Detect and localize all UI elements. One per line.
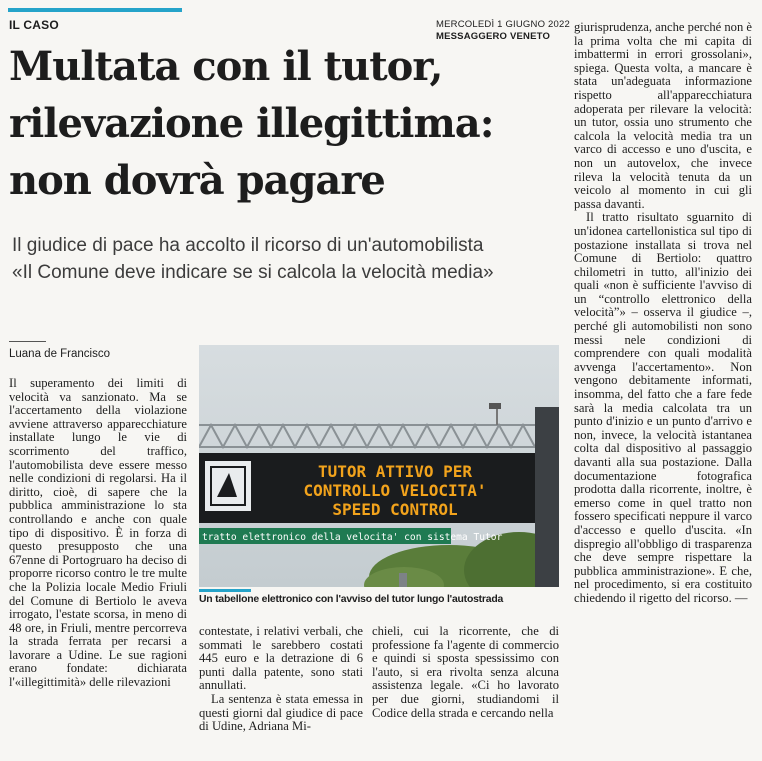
- paragraph: Il tratto risultato sguarnito di un'idonea cartellonistica sul tipo di postazione installata si trova nel Comune di Bertiolo: quattro chilometri in tutto, all'inizio dei quali «non è sufficiente l'avviso di un “controllo elettronico della velocità”» – osserva il giudice –, perché gli automobilisti non sono messi nele condizioni di comprendere con quali modalità avvenga l'accertamento». Non vengono debitamente informati, insomma, del fatto che a fare fede sarà la media calcolata tra un punto d'inizio e un punto d'arrivo e non, invece, la velocità istantanea colta dal dispositivo al passaggio davanti alla sua postazione. Dalla documentazione fotografica prodotta dalla ricorrente, inoltre, è emerso come in quel tratto non fossero specificati neppure il varco d'accesso e quello d'uscita. «In dispregio all'obbligo di trasparenza che deve sempre rispettare la pubblica amministrazione». E che, nel procedimento, si era costituito chiedendo il rigetto del ricorso. —: [574, 210, 752, 605]
- highway-sign-illustration: [199, 345, 559, 587]
- byline-rule: [9, 341, 46, 342]
- article-column-1: [9, 377, 187, 690]
- article-column-4: [574, 21, 752, 606]
- section-accent-bar: [8, 8, 182, 12]
- photo-caption: Un tabellone elettronico con l'avviso del tutor lungo l'autostrada: [199, 594, 504, 605]
- caption-accent: [199, 589, 251, 592]
- paragraph: chieli, cui la ricorrente, che di professione fa l'agente di commercio e quindi si sposta spessissimo con l'auto, si era rivolta senza alcuna assistenza legale. «Ci ho lavorato per due giorni, studiandomi il Codice della strada e cercando nella: [372, 624, 559, 720]
- article-photo: [199, 345, 559, 587]
- gantry-pillar: [535, 407, 559, 587]
- subhead-line-1: Il giudice di pace ha accolto il ricorso di un'automobilista: [12, 235, 484, 256]
- paragraph: contestate, i relativi verbali, che sommati le sarebbero costati 445 euro e la detrazione di 6 punti dalla patente, sono stati annullati.: [199, 624, 363, 693]
- article-subheadline: [12, 232, 572, 286]
- author-byline: Luana de Francisco: [9, 348, 111, 360]
- subhead-line-2: «Il Comune deve indicare se si calcola la velocità media»: [12, 262, 494, 283]
- paragraph: Il superamento dei limiti di velocità va sanzionato. Ma se l'accertamento della violazione avviene attraverso apparecchiature installate lungo le vie di scorrimento del traffico, l'automobilista deve essere messo nelle condizioni di regolarsi. Ha il diritto, cioè, di sapere che la pubblica amministrazione lo sta controllando e anche con quale tipo di dispositivo. È in forza di questo presupposto che una 67enne di Portogruaro ha deciso di proporre ricorso contro le tre multe che la Polizia locale Medio Friuli del Comune di Bertiolo le aveva irrogato, l'estate scorsa, in meno di 48 ore, in Friuli, mentre percorreva la strada ferrata per recarsi a lavorare a Udine. Le sue ragioni erano fondate: dichiarata l'«illegittimità» delle rilevazioni: [9, 376, 187, 690]
- led-text-line-1: TUTOR ATTIVO PER: [317, 462, 473, 481]
- banner-text: tratto elettronico della velocita' con sistema Tutor: [202, 532, 503, 543]
- headline-line-2: rilevazione illegittima:: [9, 100, 494, 147]
- paragraph: La sentenza è stata emessa in questi giorni dal giudice di pace di Udine, Adriana Mi-: [199, 691, 363, 734]
- led-text-line-3: SPEED CONTROL: [332, 500, 458, 519]
- article-headline: [9, 38, 569, 209]
- camera-icon: [489, 403, 501, 409]
- article-column-2: [199, 625, 363, 734]
- led-text-line-2: CONTROLLO VELOCITA': [303, 481, 487, 500]
- publication-date: MERCOLEDÌ 1 GIUGNO 2022: [436, 19, 570, 30]
- section-kicker: IL CASO: [9, 18, 59, 32]
- sign-pole: [399, 573, 407, 587]
- article-column-3: [372, 625, 559, 720]
- headline-line-1: Multata con il tutor,: [9, 43, 443, 90]
- paragraph: giurisprudenza, anche perché non è la prima volta che mi capita di imbattermi in errori grossolani», spiega. Questa volta, a mancare è stata un'adeguata informazione rispetto all'apparecchiatura adoperata per rilevare la velocità: un tutor, ossia uno strumento che calcola la velocità media tra un varco di accesso e uno d'uscita, e non un autovelox, che invece rileva la velocità tenuta da un veicolo al momento in cui gli passa davanti.: [574, 20, 752, 211]
- headline-line-3: non dovrà pagare: [9, 157, 385, 204]
- newspaper-name: MESSAGGERO VENETO: [436, 31, 551, 42]
